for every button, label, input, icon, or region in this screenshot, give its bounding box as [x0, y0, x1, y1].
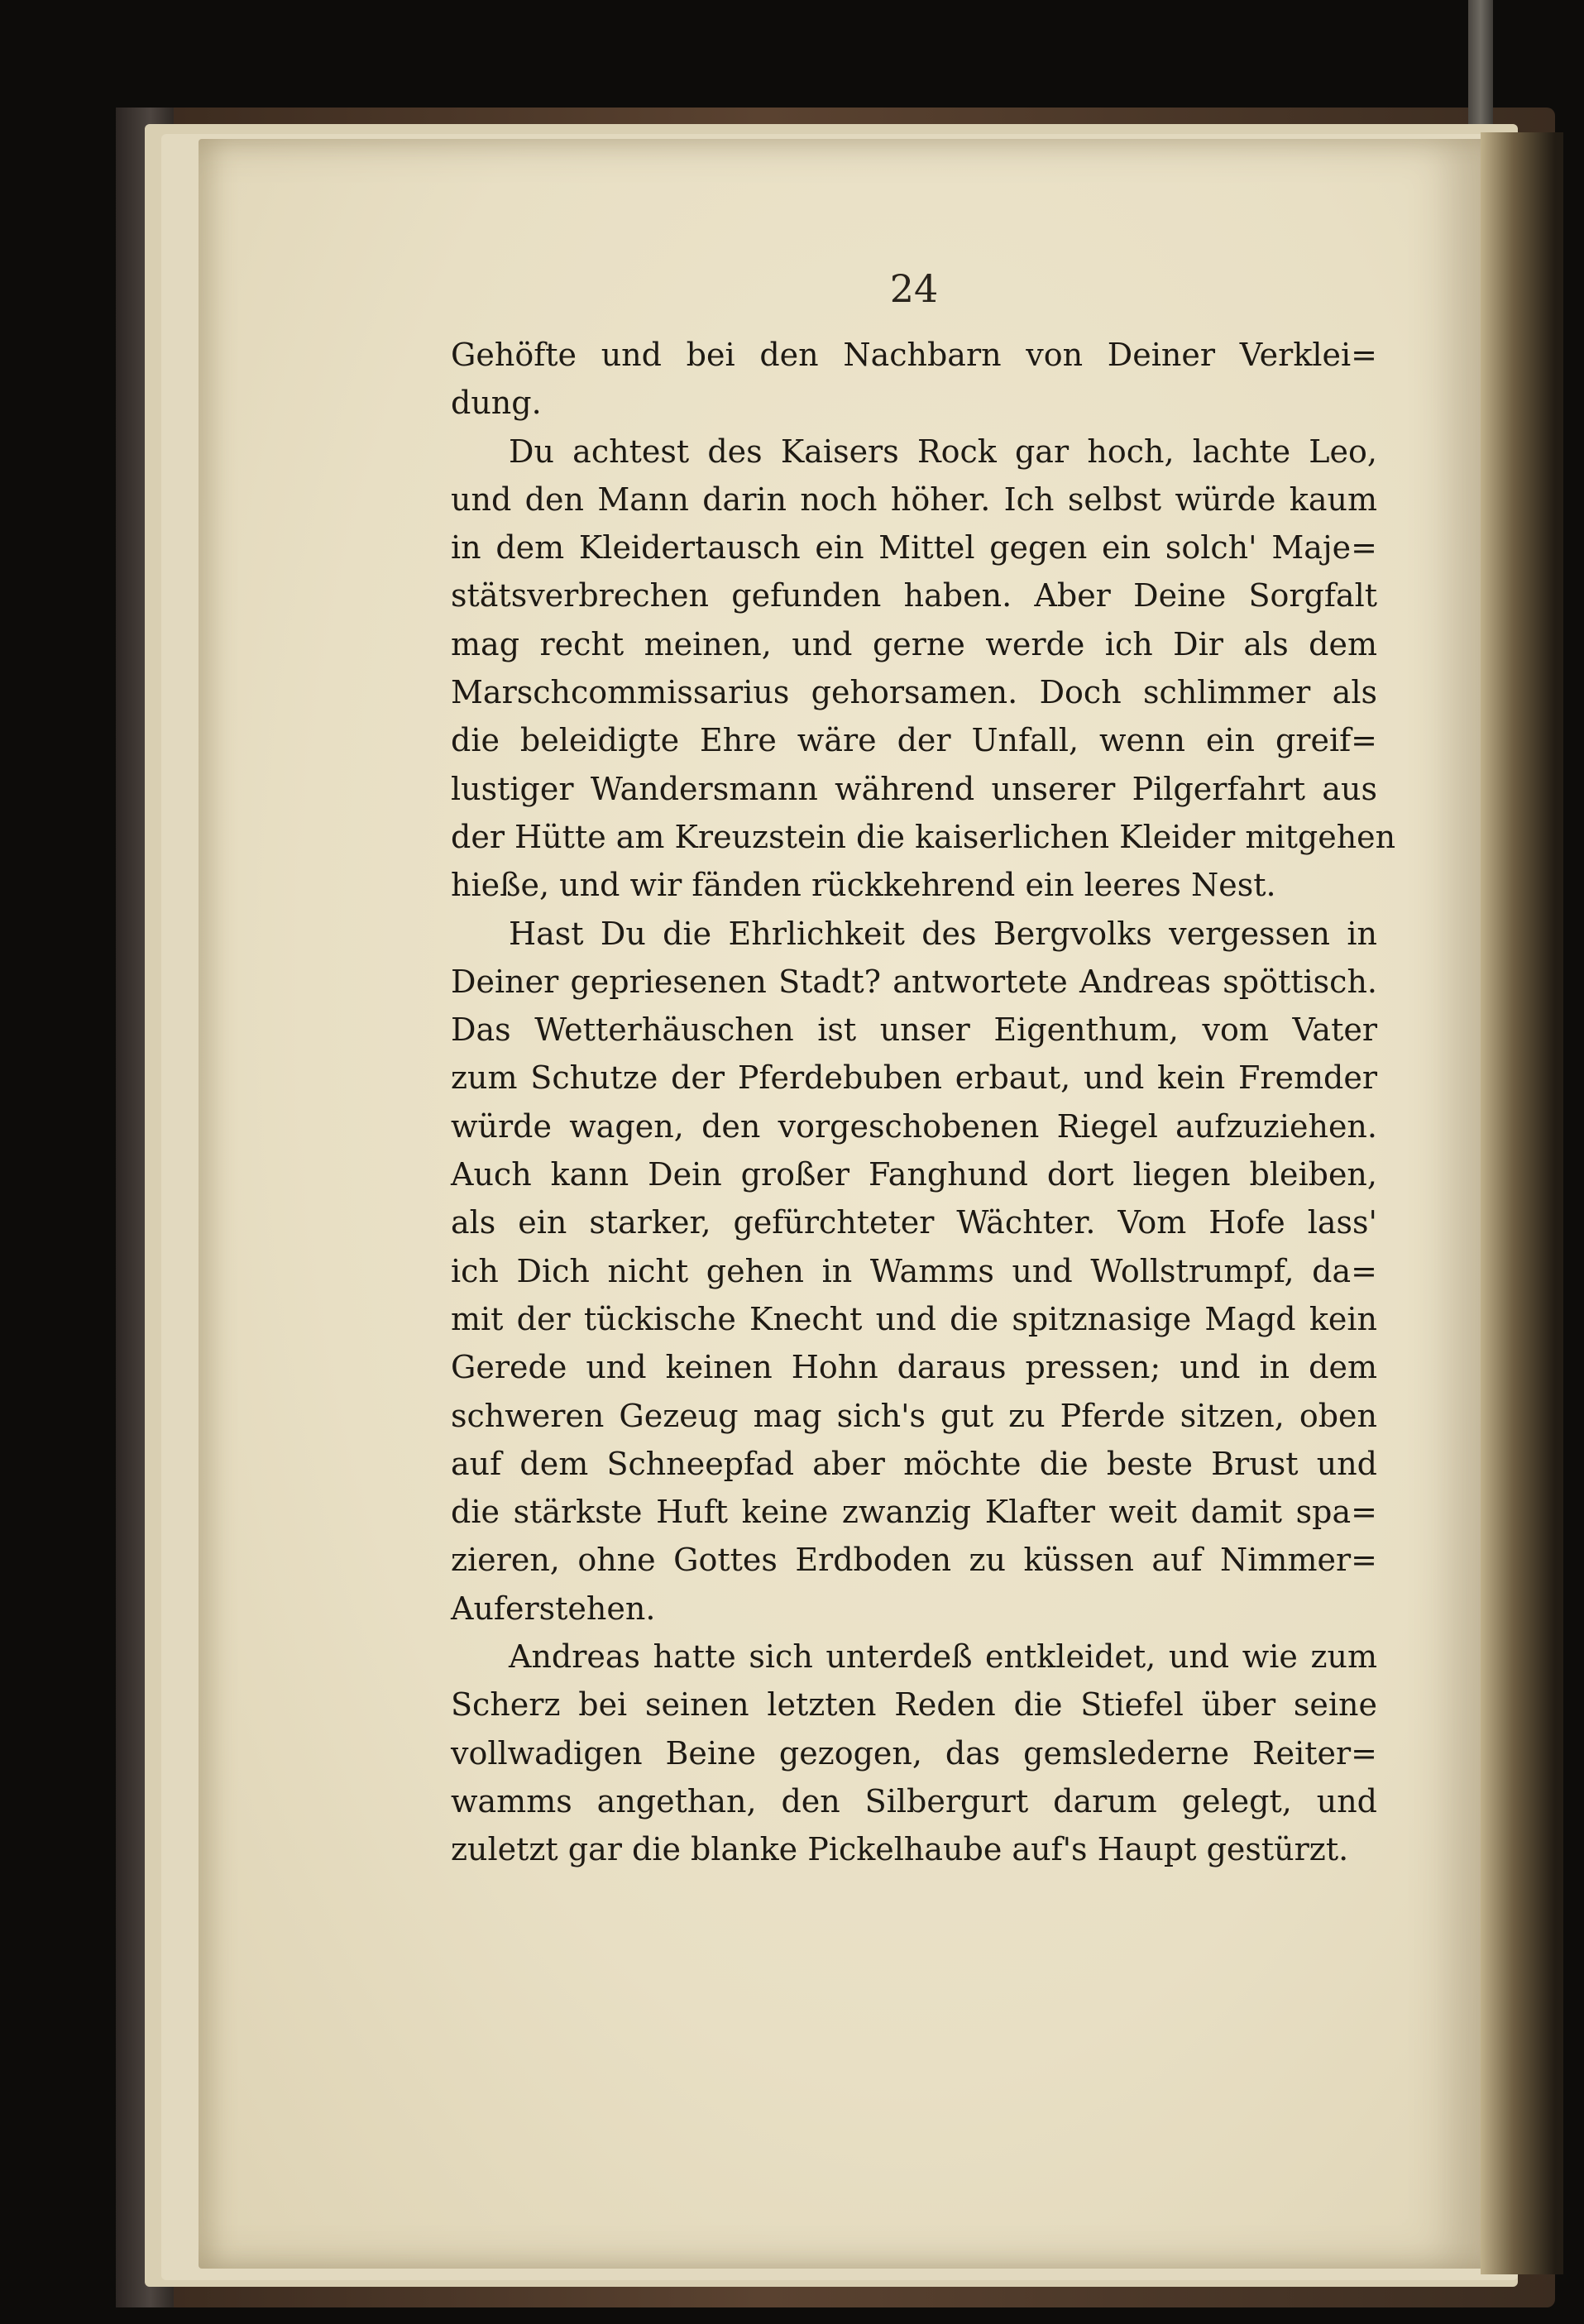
text-line: lustiger Wandersmann während unserer Pilgerfahrt aus [451, 770, 1377, 807]
text-line: auf dem Schneepfad aber möchte die beste Brust und [451, 1445, 1377, 1482]
text-line: schweren Gezeug mag sich's gut zu Pferde sitzen, oben [451, 1397, 1377, 1434]
text-line: Andreas hatte sich unterdeß entkleidet, und wie zum [509, 1638, 1377, 1676]
text-line: Auch kann Dein großer Fanghund dort liegen bleiben, [451, 1156, 1377, 1193]
text-line: vollwadigen Beine gezogen, das gemslederne Reiter= [451, 1734, 1377, 1772]
text-line: Du achtest des Kaisers Rock gar hoch, lachte Leo, [509, 433, 1377, 470]
text-line: Das Wetterhäuschen ist unser Eigenthum, vom Vater [451, 1011, 1377, 1049]
text-line: der Hütte am Kreuzstein die kaiserlichen Kleider mitgehen [451, 818, 1396, 855]
text-line: zum Schutze der Pferdebuben erbaut, und kein Fremder [451, 1059, 1377, 1097]
text-line: die beleidigte Ehre wäre der Unfall, wenn ein greif= [451, 722, 1377, 759]
text-line: Gehöfte und bei den Nachbarn von Deiner Verklei= [451, 337, 1377, 373]
text-line: dung. [451, 385, 542, 422]
text-line: und den Mann darin noch höher. Ich selbst würde kaum [451, 481, 1377, 518]
text-line: als ein starker, gefürchteter Wächter. Vom Hofe lass' [451, 1204, 1377, 1241]
book-gutter [1481, 132, 1563, 2274]
text-line: mit der tückische Knecht und die spitznasige Magd kein [451, 1300, 1377, 1337]
text-line: in dem Kleidertausch ein Mittel gegen ein solch' Maje= [451, 529, 1377, 567]
text-line: wamms angethan, den Silbergurt darum gelegt, und [451, 1782, 1377, 1820]
text-line: Deiner gepriesenen Stadt? antwortete Andreas spöttisch. [451, 963, 1377, 1000]
text-line: zuletzt gar die blanke Pickelhaube auf's Haupt gestürzt. [451, 1831, 1349, 1868]
text-line: würde wagen, den vorgeschobenen Riegel aufzuziehen. [451, 1107, 1377, 1145]
page-number: 24 [889, 266, 939, 311]
text-line: hieße, und wir fänden rückkehrend ein leeres Nest. [451, 867, 1276, 904]
text-line: ich Dich nicht gehen in Wamms und Wollstrumpf, da= [451, 1252, 1377, 1289]
text-line: mag recht meinen, und gerne werde ich Dir als dem [451, 625, 1377, 662]
text-line: Scherz bei seinen letzten Reden die Stiefel über seine [451, 1686, 1377, 1724]
text-line: Marschcommissarius gehorsamen. Doch schlimmer als [451, 674, 1377, 711]
page-text-block [451, 331, 1396, 1874]
text-line: Auferstehen. [451, 1590, 656, 1627]
text-line: stätsverbrechen gefunden haben. Aber Deine Sorgfalt [451, 577, 1377, 614]
text-line: die stärkste Huft keine zwanzig Klafter weit damit spa= [451, 1494, 1377, 1531]
text-line: Gerede und keinen Hohn daraus pressen; und in dem [451, 1349, 1377, 1386]
text-line: zieren, ohne Gottes Erdboden zu küssen auf Nimmer= [451, 1542, 1377, 1579]
text-line: Hast Du die Ehrlichkeit des Bergvolks vergessen in [509, 915, 1377, 952]
